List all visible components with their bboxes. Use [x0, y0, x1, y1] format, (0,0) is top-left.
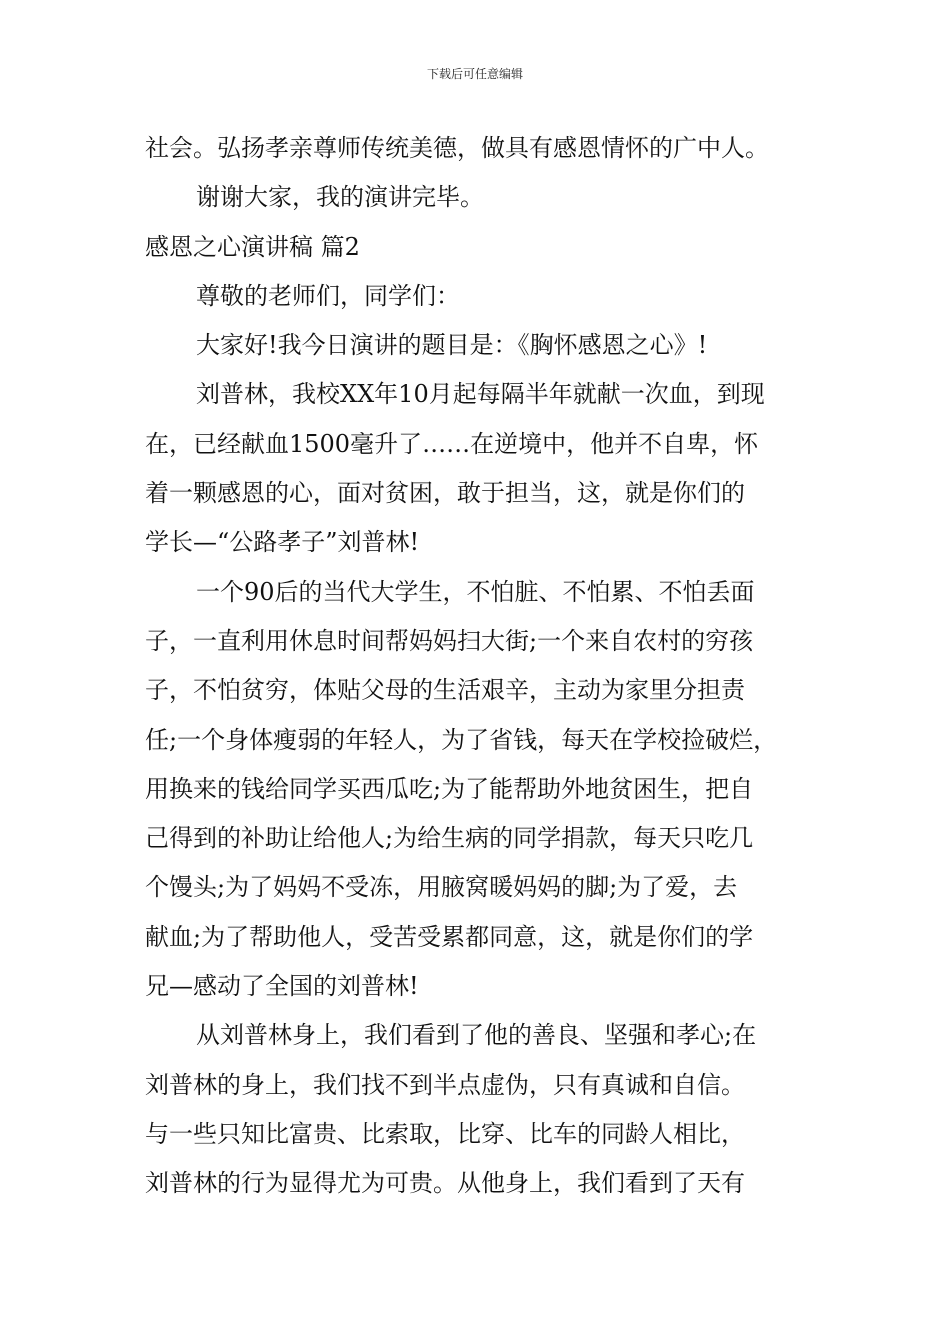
body-line: 谢谢大家，我的演讲完毕。 — [196, 183, 484, 212]
body-line: 子，不怕贫穷，体贴父母的生活艰辛，主动为家里分担责 — [145, 676, 745, 705]
body-line: 着一颗感恩的心，面对贫困，敢于担当，这，就是你们的 — [145, 479, 745, 508]
body-line: 个馒头;为了妈妈不受冻，用腋窝暖妈妈的脚;为了爱，去 — [145, 873, 738, 902]
body-line: 刘普林，我校XX年10月起每隔半年就献一次血，到现 — [196, 380, 765, 409]
section-heading: 感恩之心演讲稿 篇2 — [145, 232, 360, 261]
body-line: 刘普林的身上，我们找不到半点虚伪，只有真诚和自信。 — [145, 1070, 745, 1099]
body-line: 尊敬的老师们，同学们： — [196, 281, 460, 310]
body-line: 在，已经献血1500毫升了……在逆境中，他并不自卑，怀 — [145, 429, 759, 458]
body-line: 子，一直利用休息时间帮妈妈扫大街;一个来自农村的穷孩 — [145, 626, 754, 655]
body-line: 大家好!我今日演讲的题目是：《胸怀感恩之心》! — [196, 331, 708, 360]
body-line: 与一些只知比富贵、比索取，比穿、比车的同龄人相比， — [145, 1119, 745, 1148]
body-line: 学长—“公路孝子”刘普林! — [145, 528, 420, 557]
document-body — [145, 124, 825, 1209]
page-header: 下载后可任意编辑 — [426, 67, 523, 81]
body-line: 刘普林的行为显得尤为可贵。从他身上，我们看到了天有 — [145, 1169, 745, 1198]
body-line: 社会。弘扬孝亲尊师传统美德，做具有感恩情怀的广中人。 — [145, 134, 769, 162]
body-line: 献血;为了帮助他人，受苦受累都同意，这，就是你们的学 — [145, 922, 754, 951]
body-line: 一个90后的当代大学生，不怕脏、不怕累、不怕丢面 — [196, 577, 755, 606]
body-line: 任;一个身体瘦弱的年轻人，为了省钱，每天在学校捡破烂， — [145, 725, 778, 754]
body-line: 从刘普林身上，我们看到了他的善良、坚强和孝心;在 — [196, 1021, 757, 1050]
body-line: 兄—感动了全国的刘普林! — [145, 972, 419, 1001]
body-line: 用换来的钱给同学买西瓜吃;为了能帮助外地贫困生，把自 — [145, 774, 754, 803]
body-line: 己得到的补助让给他人;为给生病的同学捐款，每天只吃几 — [145, 824, 754, 853]
